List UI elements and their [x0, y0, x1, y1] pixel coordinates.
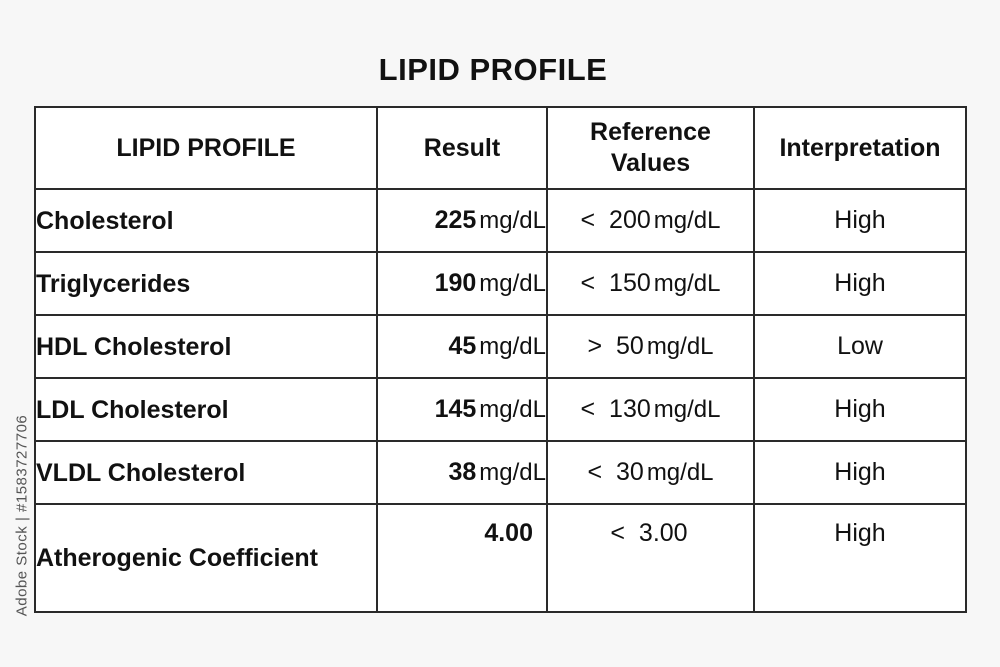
result-unit: mg/dL	[479, 207, 546, 234]
reference-value: 150	[609, 269, 651, 297]
header-reference-values: Reference Values	[547, 107, 754, 189]
reference-operator: >	[587, 332, 603, 360]
reference-value: 50	[616, 332, 644, 360]
result-value: 45	[448, 332, 477, 360]
row-reference	[547, 378, 754, 441]
row-result	[377, 252, 547, 315]
table-row	[35, 504, 966, 612]
row-name: HDL Cholesterol	[35, 315, 377, 378]
row-name: Atherogenic Coefficient	[35, 504, 377, 612]
reference-unit: mg/dL	[653, 270, 721, 297]
reference-operator: <	[580, 395, 596, 423]
row-result	[377, 378, 547, 441]
reference-operator: <	[587, 458, 603, 486]
row-interpretation: High	[754, 441, 966, 504]
result-value: 4.00	[484, 519, 533, 547]
reference-operator: <	[580, 269, 596, 297]
row-interpretation: High	[754, 252, 966, 315]
reference-operator: <	[580, 206, 596, 234]
row-result	[377, 189, 547, 252]
row-name: Cholesterol	[35, 189, 377, 252]
reference-unit: mg/dL	[653, 207, 721, 234]
table-header-row	[35, 107, 966, 189]
reference-value: 200	[609, 206, 651, 234]
row-interpretation: High	[754, 189, 966, 252]
header-interpretation: Interpretation	[754, 107, 966, 189]
result-unit: mg/dL	[479, 270, 546, 297]
row-reference	[547, 252, 754, 315]
row-interpretation: Low	[754, 315, 966, 378]
table-row	[35, 441, 966, 504]
row-interpretation: High	[754, 504, 966, 612]
result-value: 38	[448, 458, 477, 486]
row-name: VLDL Cholesterol	[35, 441, 377, 504]
page-title: LIPID PROFILE	[378, 52, 608, 87]
row-reference	[547, 441, 754, 504]
row-result	[377, 504, 547, 612]
row-reference	[547, 504, 754, 612]
header-result: Result	[377, 107, 547, 189]
table-row	[35, 252, 966, 315]
reference-unit: mg/dL	[646, 333, 714, 360]
row-result	[377, 315, 547, 378]
table-row	[35, 189, 966, 252]
row-result	[377, 441, 547, 504]
reference-value: 3.00	[638, 519, 688, 547]
result-unit: mg/dL	[479, 459, 546, 486]
reference-unit: mg/dL	[646, 459, 714, 486]
result-unit: mg/dL	[479, 333, 546, 360]
row-name: Triglycerides	[35, 252, 377, 315]
reference-operator: <	[610, 519, 626, 547]
watermark-text: Adobe Stock | #1583727706	[13, 414, 31, 616]
reference-unit: mg/dL	[653, 396, 721, 423]
stock-watermark	[12, 414, 32, 616]
result-unit: mg/dL	[479, 396, 546, 423]
table-row	[35, 315, 966, 378]
row-name: LDL Cholesterol	[35, 378, 377, 441]
result-value: 225	[434, 206, 477, 234]
row-interpretation: High	[754, 378, 966, 441]
header-lipid-profile: LIPID PROFILE	[35, 107, 377, 189]
lipid-profile-table	[34, 106, 967, 613]
result-value: 190	[434, 269, 477, 297]
table-row	[35, 378, 966, 441]
row-reference	[547, 189, 754, 252]
reference-value: 30	[616, 458, 644, 486]
result-value: 145	[434, 395, 477, 423]
row-reference	[547, 315, 754, 378]
reference-value: 130	[609, 395, 651, 423]
